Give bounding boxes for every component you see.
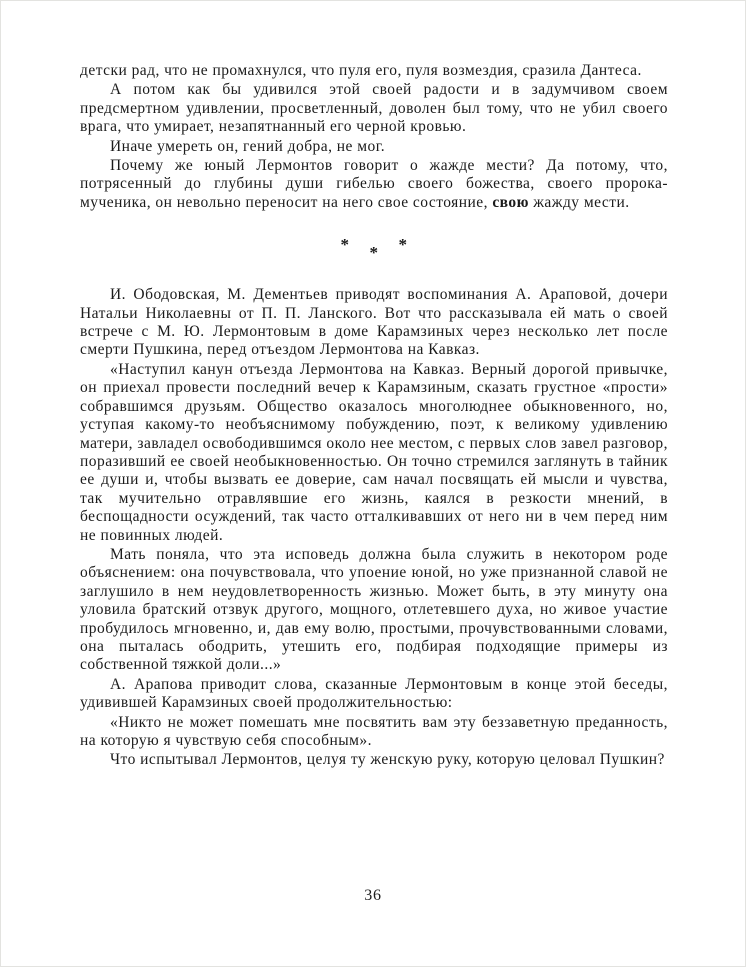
page-number: 36 bbox=[364, 887, 382, 904]
bold-word: свою bbox=[492, 193, 529, 211]
paragraph: «Никто не может помешать мне посвятить вам эту беззаветную преданность, на которую я чувствую себя способным». bbox=[80, 713, 668, 749]
paragraph: детски рад, что не промахнулся, что пуля его, пуля возмездия, сразила Дантеса. bbox=[80, 62, 642, 79]
section-separator bbox=[80, 236, 668, 266]
paragraph: И. Ободовская, М. Дементьев приводят воспоминания А. Араповой, дочери Натальи Николаевны от П. П. Ланского. Вот что рассказывала ей мать о своей встрече с М. Ю. Лермонтовым в доме Карамзиных через несколько лет после смерти Пушкина, перед отъездом Лермонтова на Кавказ. bbox=[80, 286, 668, 359]
paragraph: А. Арапова приводит слова, сказанные Лермонтовым в конце этой беседы, удивившей Карамзиных своей продолжительностью: bbox=[80, 675, 668, 712]
paragraph: Иначе умереть он, гений добра, не мог. bbox=[110, 137, 386, 155]
asterisk: * bbox=[369, 243, 379, 263]
paragraph-text: жажду мести. bbox=[528, 193, 630, 211]
page-text bbox=[80, 62, 668, 770]
paragraph: Мать поняла, что эта исповедь должна была служить в некотором роде объяснением: она почувствовала, что упоение юной, но уже признанной славой не заглушило в нем неудовлетворенность жизнью. Может быть, в эту минуту она уловила братский отзвук другого, мощного, отлетевшего духа, но живое участие пробудилось мгновенно, и, дав ему волю, простыми, прочувствованными словами, она пыталась ободрить, утешить его, подбирая подходящие примеры из собственной тяжкой доли...» bbox=[80, 545, 668, 674]
asterisk: * bbox=[398, 235, 408, 255]
paragraph bbox=[80, 157, 668, 212]
asterisk: * bbox=[340, 235, 350, 255]
paragraph-text: Почему же юный Лермонтов говорит о жажде мести? Да потому, что, потрясенный до глубины души гибелью своего божества, своего пророка-мученика, он невольно переносит на него свое состояние, bbox=[80, 157, 668, 211]
paragraph: А потом как бы удивился этой своей радости и в задумчивом своем предсмертном удивлении, просветленный, доволен был тому, что не убил своего врага, что умирает, незапятнанный его черной кровью. bbox=[80, 81, 668, 136]
paragraph: Что испытывал Лермонтов, целуя ту женскую руку, которую целовал Пушкин? bbox=[110, 751, 665, 769]
paragraph: «Наступил канун отъезда Лермонтова на Кавказ. Верный дорогой привычке, он приехал провести последний вечер к Карамзиным, сказать грустное «прости» собравшимся друзьям. Общество оказалось многолюднее обыкновенного, но, уступая какому-то необъяснимому побуждению, поэт, к великому удивлению матери, завладел освободившимся около нее местом, с первых слов завел разговор, поразивший ее своей необыкновенностью. Он точно стремился заглянуть в тайник ее души и, чтобы вызвать ее доверие, сам начал посвящать ей мысли и чувства, так мучительно отравлявшие его жизнь, каялся в резкости мнений, в беспощадности осуждений, так часто отталкивавших от него ни в чем перед ним не повинных людей. bbox=[80, 360, 668, 544]
